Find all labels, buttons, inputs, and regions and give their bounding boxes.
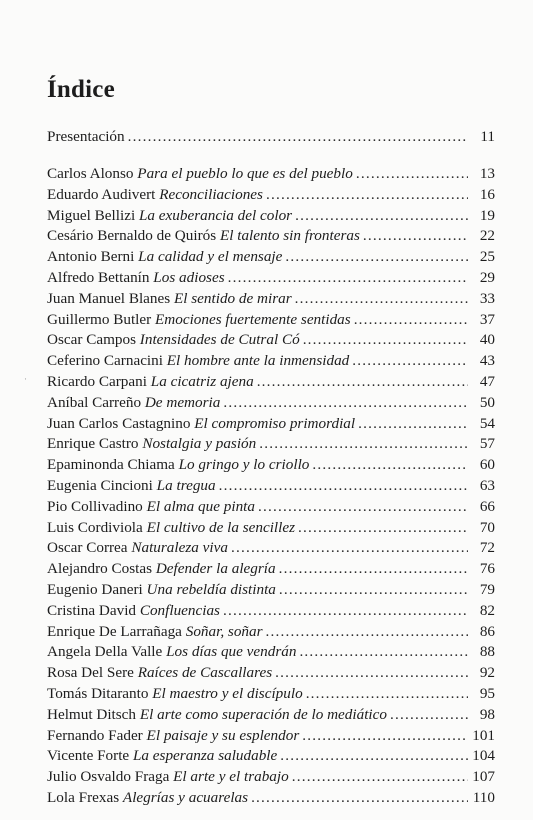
page-number: 92 [479,664,495,682]
work-title: De memoria [144,393,221,411]
author-name: Eugenia Cincioni [47,476,153,494]
entry-label [47,580,276,601]
author-name: Antonio Berni [47,248,135,266]
toc-entry [47,185,495,206]
dot-leader [257,372,468,393]
page-number: 25 [479,248,495,266]
author-name: Alfredo Bettanín [47,268,150,286]
author-name: Oscar Correa [47,539,128,557]
entry-label [47,351,349,372]
entry-label [47,746,277,767]
entry-label [47,289,292,310]
entry-label [47,726,299,747]
author-name: Eduardo Audivert [47,185,156,203]
work-title: Intensidades de Cutral Có [139,331,300,349]
dot-leader [259,434,468,455]
toc-entry [47,351,495,372]
contents-list [47,164,495,809]
entry-label [47,310,351,331]
page-number: 82 [479,601,495,619]
dot-leader [279,559,468,580]
toc-entry [47,372,495,393]
intro-list [47,127,495,148]
dot-leader [358,414,468,435]
dot-leader [312,455,468,476]
toc-entry [47,476,495,497]
dot-leader [292,767,468,788]
page-number: 104 [472,747,495,765]
author-name: Rosa Del Sere [47,664,134,682]
dot-leader [228,268,468,289]
work-title: Reconciliaciones [159,185,263,203]
toc-entry [47,538,495,559]
author-name: Aníbal Carreño [47,393,142,411]
dot-leader [295,289,468,310]
entry-label [47,538,228,559]
entry-label [47,393,220,414]
work-title: La exuberancia del color [138,206,293,224]
page-number: 101 [472,726,495,744]
entry-label [47,185,263,206]
dot-leader [275,663,468,684]
page-number: 47 [479,372,495,390]
dot-leader [303,330,468,351]
page-number: 43 [479,352,495,370]
author-name: Miguel Bellizi [47,206,136,224]
entry-label [47,414,355,435]
work-title: Nostalgia y pasión [142,435,257,453]
work-title: La cicatriz ajena [150,372,254,390]
entry-label [47,206,292,227]
entry-label [47,455,309,476]
page-number: 54 [479,414,495,432]
author-name: Juan Manuel Blanes [47,289,171,307]
author-name: Julio Osvaldo Fraga [47,768,170,786]
dot-leader [279,580,468,601]
work-title: El arte como superación de lo mediático [139,705,387,723]
dot-leader [128,127,468,148]
author-name: Angela Della Valle [47,643,163,661]
toc-entry [47,642,495,663]
entry-label [47,788,248,809]
dot-leader [223,393,468,414]
page-number: 110 [472,788,495,806]
work-title: La tregua [156,476,216,494]
toc-entry [47,434,495,455]
work-title: Lo gringo y lo criollo [178,456,310,474]
toc-entry [47,788,495,809]
index-title: Índice [47,76,115,103]
page-number: 79 [479,580,495,598]
author-name: Luis Cordiviola [47,518,143,536]
page-number: 107 [472,768,495,786]
entry-label [47,247,282,268]
page-number: 22 [479,227,495,245]
author-name: Juan Carlos Castagnino [47,414,191,432]
author-name: Enrique Castro [47,435,139,453]
work-title: El paisaje y su esplendor [146,726,300,744]
entry-label [47,372,254,393]
toc-entry [47,164,495,185]
work-title: Soñar, soñar [185,622,263,640]
entry-label [47,268,225,289]
toc-entry [47,226,495,247]
work-title: Los adioses [153,268,225,286]
work-title: Una rebeldía distinta [146,580,276,598]
toc-entry [47,414,495,435]
toc-entry [47,601,495,622]
dot-leader [356,164,468,185]
entry-label [47,476,216,497]
work-title: El alma que pinta [146,497,255,515]
toc-entry [47,767,495,788]
page-number: 70 [479,518,495,536]
author-name: Fernando Fader [47,726,143,744]
work-title: El sentido de mirar [173,289,292,307]
toc-entry [47,580,495,601]
dot-leader [251,788,468,809]
author-name: Pio Collivadino [47,497,143,515]
dot-leader [354,310,468,331]
work-title: La calidad y el mensaje [138,248,283,266]
dot-leader [295,206,468,227]
dot-leader [231,538,468,559]
entry-label [47,642,296,663]
page-number: 16 [479,185,495,203]
dot-leader [363,226,468,247]
page-number: 29 [479,268,495,286]
work-title: El hombre ante la inmensidad [166,352,350,370]
toc-entry [47,684,495,705]
work-title: Para el pueblo lo que es del pueblo [137,165,353,182]
author-name: Oscar Campos [47,331,136,349]
entry-label [47,434,256,455]
work-title: La esperanza saludable [132,747,278,765]
toc-entry [47,663,495,684]
page-number: 19 [479,206,495,224]
entry-label [47,705,387,726]
dot-leader [219,476,468,497]
work-title: El talento sin fronteras [219,227,360,245]
work-title: Confluencias [139,601,220,619]
page-number: 76 [479,560,495,578]
entry-label [47,518,295,539]
author-name: Vicente Forte [47,747,130,765]
author-name: Epaminonda Chiama [47,456,175,474]
entry-label [47,330,300,351]
toc-entry [47,289,495,310]
toc-entry [47,518,495,539]
work-title: Defender la alegría [155,560,276,578]
intro-label: Presentación [47,128,125,145]
dot-leader [352,351,468,372]
page-number: 63 [479,476,495,494]
entry-label [47,767,289,788]
page-number: 40 [479,331,495,349]
dot-leader [299,642,468,663]
toc-entry [47,746,495,767]
entry-label [47,226,360,247]
entry-label [47,601,220,622]
toc-entry-presentation [47,127,495,148]
dot-leader [280,746,468,767]
author-name: Ceferino Carnacini [47,352,163,370]
author-name: Alejandro Costas [47,560,153,578]
page-number: 13 [479,165,495,182]
work-title: El compromiso primordial [194,414,356,432]
entry-label [47,684,303,705]
author-name: Carlos Alonso [47,165,134,182]
page-number: 88 [479,643,495,661]
paper-speck: · [24,374,27,384]
page-number: 11 [480,128,495,145]
page-number: 33 [479,289,495,307]
dot-leader [298,518,468,539]
toc-entry [47,559,495,580]
dot-leader [266,622,468,643]
author-name: Helmut Ditsch [47,705,137,723]
toc-entry [47,310,495,331]
toc-entry [47,206,495,227]
work-title: Los días que vendrán [166,643,297,661]
author-name: Cristina David [47,601,137,619]
entry-label [47,559,276,580]
author-name: Eugenio Daneri [47,580,143,598]
dot-leader [306,684,468,705]
author-name: Tomás Ditaranto [47,684,149,702]
author-name: Enrique De Larrañaga [47,622,182,640]
toc-entry [47,726,495,747]
author-name: Guillermo Butler [47,310,152,328]
dot-leader [266,185,468,206]
work-title: Alegrías y acuarelas [122,788,249,806]
work-title: Raíces de Cascallares [137,664,273,682]
toc-entry [47,393,495,414]
toc-entry [47,497,495,518]
toc-entry [47,705,495,726]
page-number: 72 [479,539,495,557]
page-number: 95 [479,684,495,702]
work-title: El arte y el trabajo [173,768,289,786]
page-number: 60 [479,456,495,474]
toc-entry [47,268,495,289]
author-name: Lola Frexas [47,788,120,806]
dot-leader [285,247,468,268]
author-name: Cesário Bernaldo de Quirós [47,227,217,245]
dot-leader [258,497,468,518]
page-number: 98 [479,705,495,723]
dot-leader [223,601,468,622]
entry-label [47,622,263,643]
toc-entry [47,330,495,351]
work-title: El cultivo de la sencillez [146,518,296,536]
work-title: Emociones fuertemente sentidas [154,310,351,328]
page-number: 57 [479,435,495,453]
page-number: 50 [479,393,495,411]
page-number: 86 [479,622,495,640]
toc-entry [47,247,495,268]
dot-leader [390,705,468,726]
work-title: Naturaleza viva [131,539,228,557]
work-title: El maestro y el discípulo [152,684,303,702]
toc-entry [47,455,495,476]
author-name: Ricardo Carpani [47,372,147,390]
entry-label [47,497,255,518]
page-number: 66 [479,497,495,515]
dot-leader [302,726,468,747]
entry-label [47,663,272,684]
toc-entry [47,622,495,643]
page-number: 37 [479,310,495,328]
entry-label [47,164,353,185]
